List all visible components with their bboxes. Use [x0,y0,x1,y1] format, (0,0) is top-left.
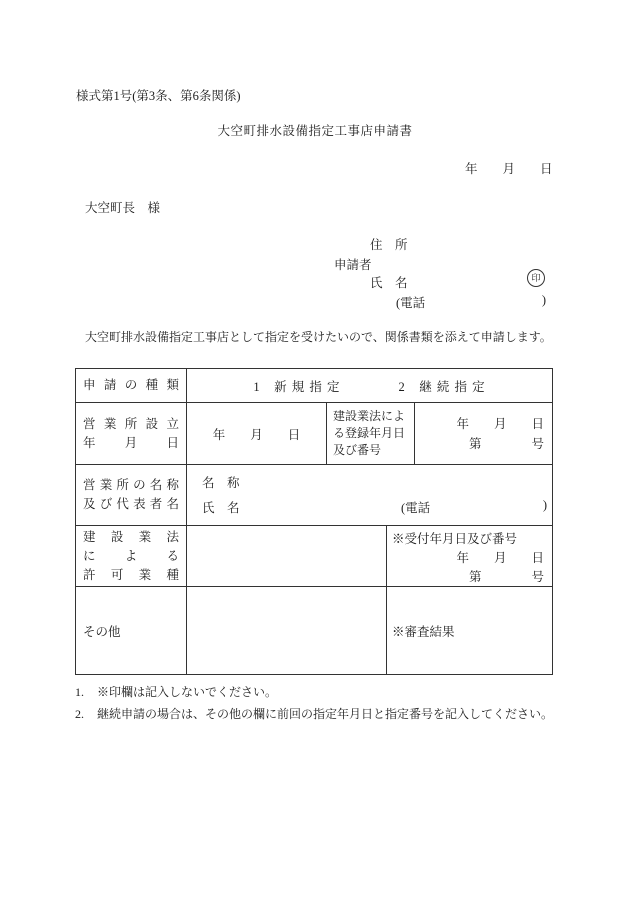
office-name-label: 名 称 [202,476,240,490]
phone-close-paren: ) [541,293,546,307]
footnote-2-number: 2. [75,707,84,721]
receipt-date-placeholder: 年 月 日 [456,551,544,565]
registration-label-line2: る登録年月日 [333,426,406,440]
footnote-2 [75,703,553,725]
office-phone-open-label: (電話 [401,501,431,515]
cell-examination-result [386,587,552,674]
office-label-line1: 営 業 所 の 名 称 [83,478,179,492]
seal-stamp-icon: 印 [527,269,545,287]
cell-other-blank [186,587,386,674]
office-phone-close-paren: ) [542,498,547,512]
license-label-line3: 許 可 業 種 [83,567,179,582]
addressee: 大空町長 様 [85,201,161,215]
applicant-label: 申請者 [334,258,372,272]
cell-license-label [76,526,186,586]
establishment-date-placeholder: 年 月 日 [212,427,301,442]
cell-receipt [386,526,552,586]
application-type-label: 申 請 の 種 類 [83,378,179,392]
row-other [76,586,552,674]
cell-registration-value [414,403,552,464]
cell-establishment-date [186,403,326,464]
cell-other-label [76,587,186,674]
establishment-label-line2: 年 月 日 [83,435,179,450]
page-title: 大空町排水設備指定工事店申請書 [217,124,413,138]
footnote-1-number: 1. [75,685,84,699]
establishment-label-line1: 営 業 所 設 立 [83,416,179,431]
cell-license-blank [186,526,386,586]
footnotes [75,681,553,725]
cell-establishment-label [76,403,186,464]
office-label-line2: 及 び 代 表 者 名 [83,497,179,511]
receipt-label: ※受付年月日及び番号 [392,532,518,546]
registration-label-line1: 建設業法によ [333,409,406,423]
applicant-name-label: 氏 名 [370,276,408,290]
cell-application-type-options [186,369,552,402]
application-table [75,368,553,675]
receipt-number-placeholder: 第 号 [468,570,544,584]
registration-label-line3: 及び番号 [333,443,382,457]
cell-office-label [76,465,186,525]
footnote-1 [75,681,553,703]
row-office [76,464,552,525]
row-establishment [76,402,552,464]
office-representative-line [202,498,547,516]
intro-text: 大空町排水設備指定工事店として指定を受けたいので、関係書類を添えて申請します。 [85,330,552,344]
applicant-address-label: 住 所 [370,238,408,252]
license-label-line1: 建 設 業 法 [83,529,179,544]
examination-result-label: ※審査結果 [392,624,455,639]
footnote-1-text: ※印欄は記入しないでください。 [97,685,278,699]
phone-open-label: (電話 [396,296,426,310]
row-application-type [76,369,552,402]
date-line: 年 月 日 [465,162,553,176]
applicant-phone-line [396,293,546,311]
footnote-2-text: 継続申請の場合は、その他の欄に前回の指定年月日と指定番号を記入してください。 [97,707,554,721]
license-label-line2: に よ る [83,548,179,563]
cell-application-type-label [76,369,186,402]
registration-date-placeholder: 年 月 日 [456,416,544,431]
other-label: その他 [83,624,121,639]
cell-office-value [186,465,552,525]
form-number: 様式第1号(第3条、第6条関係) [76,89,241,103]
registration-number-placeholder: 第 号 [468,436,544,451]
option-renewal-designation: 2 継 続 指 定 [398,379,486,394]
office-rep-label: 氏 名 [202,501,240,515]
option-new-designation: 1 新 規 指 定 [253,379,341,394]
cell-registration-label [326,403,414,464]
row-license [76,525,552,586]
office-phone-line [401,498,547,516]
